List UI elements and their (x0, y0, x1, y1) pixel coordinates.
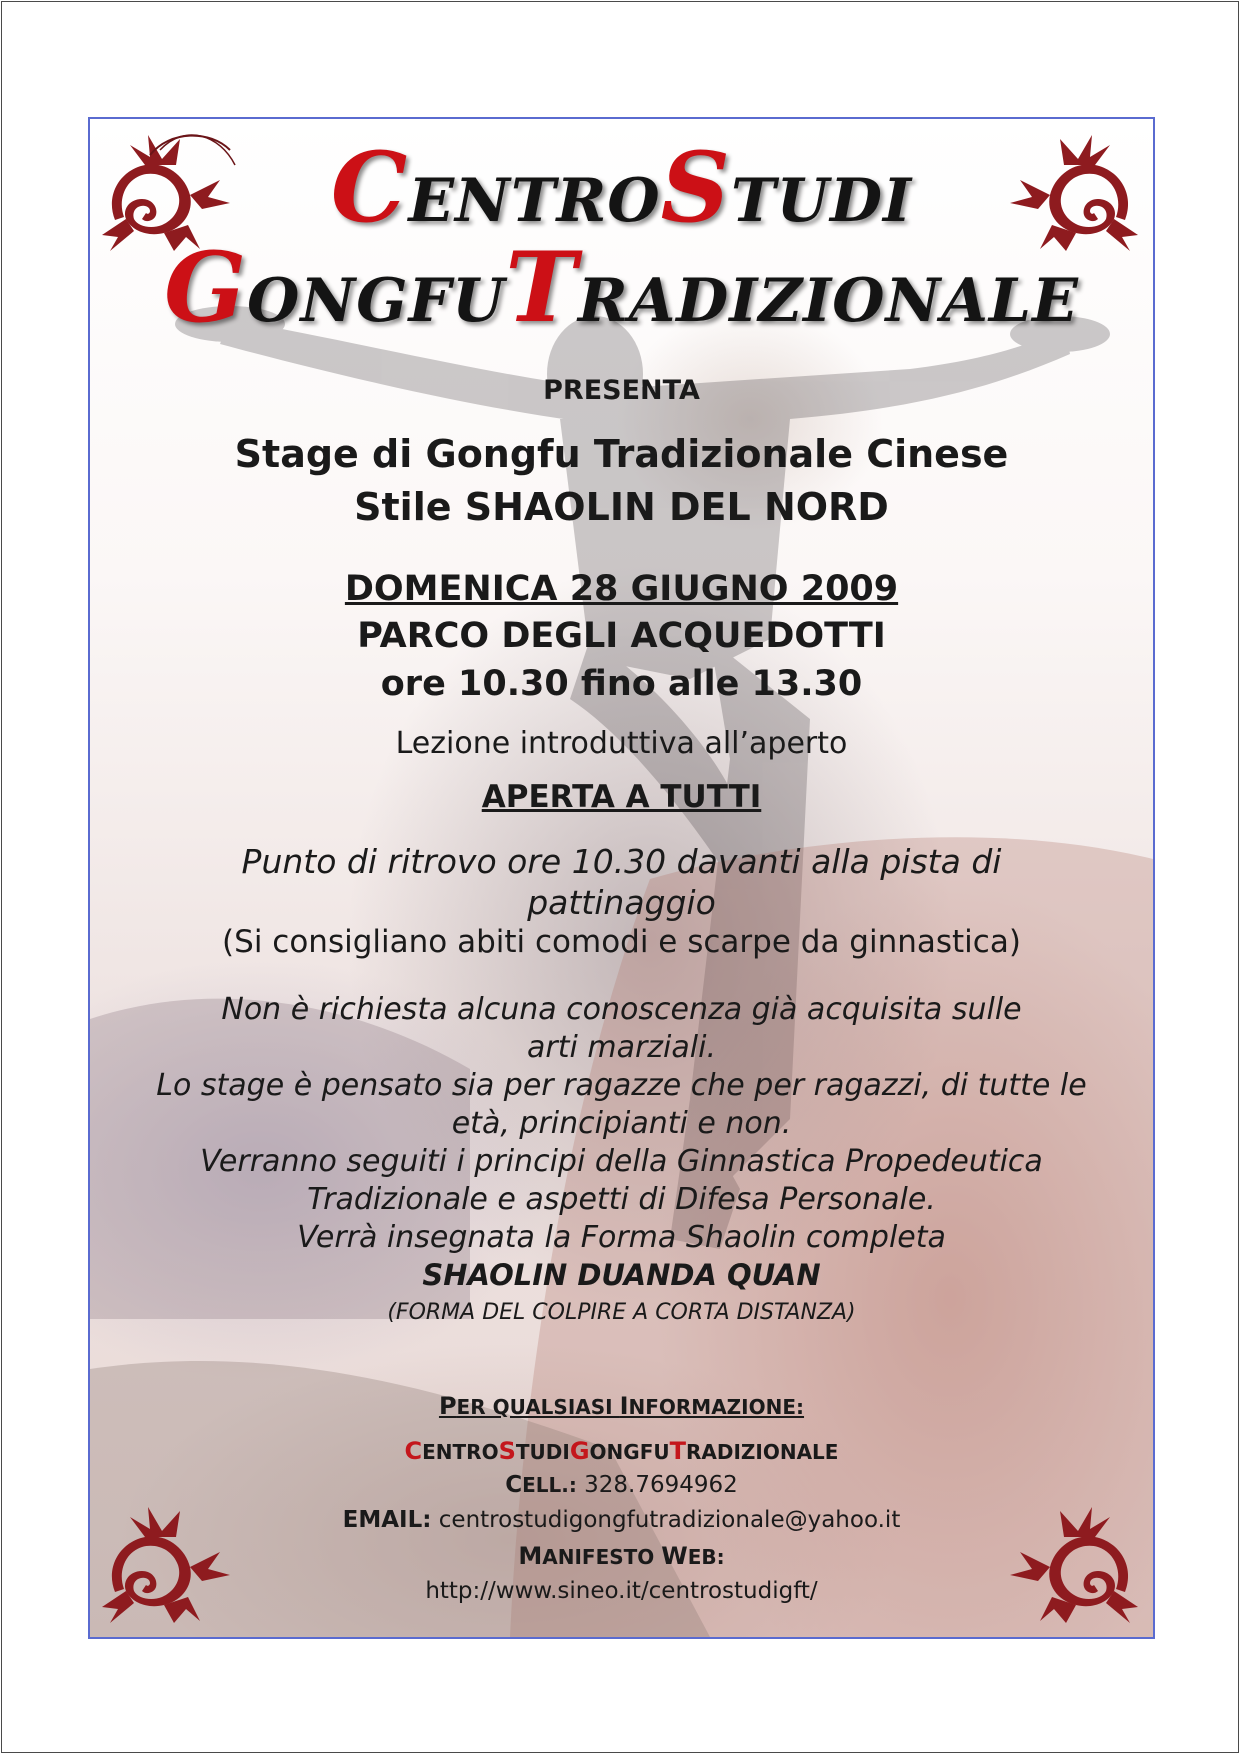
event-time: ore 10.30 fino alle 13.30 (380, 664, 863, 704)
advice-text: (Si consigliano abiti comodi e scarpe da ginnastica) (222, 924, 1021, 960)
description-line: età, principianti e non. (451, 1106, 792, 1141)
description-line: Verranno seguiti i principi della Ginnastica Propedeutica (200, 1144, 1043, 1179)
meeting-line-1: Punto di ritrovo ore 10.30 davanti alla pista di (241, 842, 1002, 881)
description-line: Lo stage è pensato sia per ragazze che per ragazzi, di tutte le (156, 1068, 1087, 1103)
email-value: centrostudigongfutradizionale@yahoo.it (438, 1507, 901, 1533)
contact-org-name: CENTROSTUDIGONGFUTRADIZIONALE (404, 1437, 839, 1465)
web-label: MANIFESTO WEB: (518, 1542, 725, 1570)
description-line: Non è richiesta alcuna conoscenza già acquisita sulle (221, 992, 1022, 1027)
description-line: Verrà insegnata la Forma Shaolin completa (297, 1220, 946, 1255)
open-to-all: APERTA A TUTTI (481, 779, 762, 815)
presenta-label: PRESENTA (543, 375, 700, 406)
contact-heading: PER QUALSIASI INFORMAZIONE: (438, 1392, 805, 1420)
description-line: arti marziali. (527, 1030, 716, 1065)
email-label: EMAIL: (342, 1507, 432, 1533)
title-line-1: CENTROSTUDI (330, 131, 913, 244)
contact-cell (90, 1472, 1153, 1498)
contact-email (90, 1507, 1153, 1533)
stage-title-line-1: Stage di Gongfu Tradizionale Cinese (234, 432, 1009, 476)
poster-frame (88, 117, 1155, 1639)
lesson-text: Lezione introduttiva all’aperto (395, 726, 848, 761)
form-name: SHAOLIN DUANDA QUAN (422, 1258, 821, 1292)
form-subtitle: (FORMA DEL COLPIRE A CORTA DISTANZA) (387, 1300, 856, 1325)
event-place: PARCO DEGLI ACQUEDOTTI (357, 616, 886, 656)
cell-value: 328.7694962 (584, 1472, 738, 1498)
description-line: Tradizionale e aspetti di Difesa Personale. (307, 1182, 936, 1217)
cell-label: CELL.: (505, 1472, 577, 1498)
web-value: http://www.sineo.it/centrostudigft/ (425, 1578, 818, 1604)
title-line-2: GONGFUTRADIZIONALE (164, 231, 1079, 344)
event-date: DOMENICA 28 GIUGNO 2009 (344, 569, 899, 609)
meeting-line-2: pattinaggio (527, 883, 716, 922)
stage-title-line-2: Stile SHAOLIN DEL NORD (354, 485, 889, 529)
